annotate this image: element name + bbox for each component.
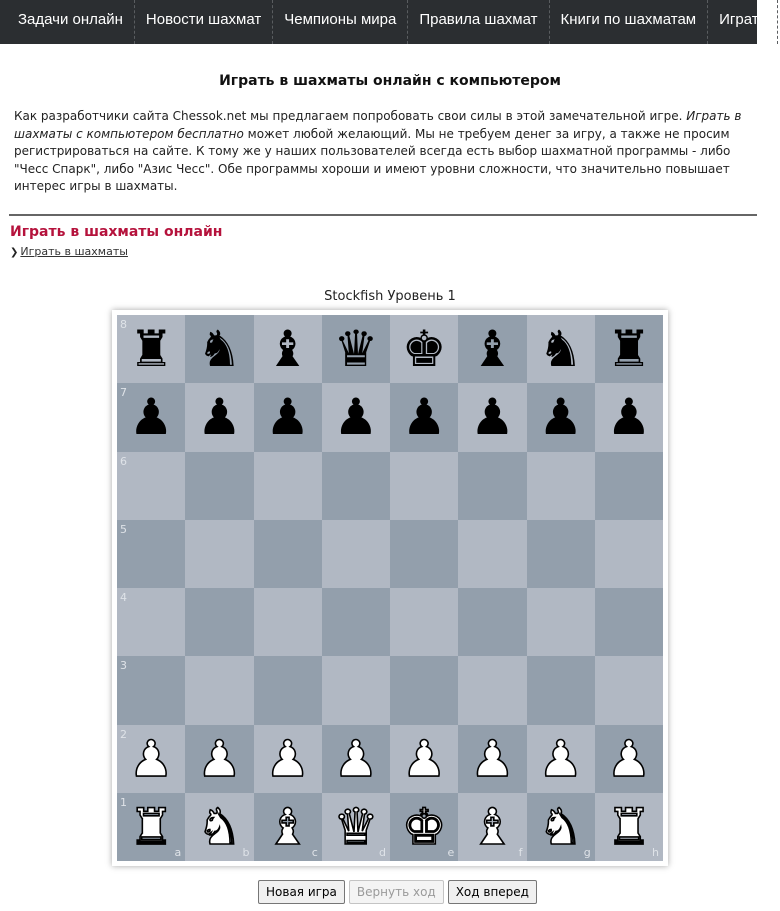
white-bishop-icon[interactable]: ♝	[469, 797, 515, 856]
square-c5[interactable]	[254, 520, 322, 588]
square-c3[interactable]	[254, 656, 322, 724]
square-h4[interactable]	[595, 588, 663, 656]
square-h3[interactable]	[595, 656, 663, 724]
file-label: b	[242, 846, 250, 859]
square-a8[interactable]	[117, 315, 185, 383]
black-pawn-icon[interactable]: ♟	[128, 388, 174, 447]
undo-move-button[interactable]: Вернуть ход	[349, 880, 444, 904]
file-label: h	[652, 846, 659, 859]
black-knight-icon[interactable]: ♞	[196, 320, 242, 378]
square-e4[interactable]	[390, 588, 458, 656]
white-knight-icon[interactable]: ♞	[538, 797, 584, 856]
square-h5[interactable]	[595, 520, 663, 588]
square-c1[interactable]	[254, 793, 322, 861]
square-d6[interactable]	[322, 452, 390, 520]
square-a5[interactable]	[117, 520, 185, 588]
square-f2[interactable]	[458, 725, 526, 793]
square-g1[interactable]	[527, 793, 595, 861]
square-e2[interactable]	[390, 725, 458, 793]
engine-label: Stockfish Уровень 1	[324, 289, 456, 304]
black-knight-icon[interactable]: ♞	[538, 320, 584, 378]
white-pawn-icon[interactable]: ♟	[196, 729, 242, 788]
square-f1[interactable]	[458, 793, 526, 861]
square-a3[interactable]	[117, 656, 185, 724]
square-c8[interactable]	[254, 315, 322, 383]
nav-item-news[interactable]: Новости шахмат	[135, 0, 273, 44]
square-d3[interactable]	[322, 656, 390, 724]
square-h1[interactable]	[595, 793, 663, 861]
section-title: Играть в шахматы онлайн	[10, 224, 223, 240]
square-d7[interactable]	[322, 383, 390, 451]
file-label: e	[447, 846, 455, 859]
white-pawn-icon[interactable]: ♟	[469, 729, 515, 788]
white-queen-icon[interactable]: ♛	[333, 797, 379, 856]
top-navigation	[0, 0, 767, 44]
rank-label: 2	[120, 727, 127, 741]
chessboard[interactable]	[117, 315, 663, 861]
square-g6[interactable]	[527, 452, 595, 520]
square-b3[interactable]	[185, 656, 253, 724]
black-bishop-icon[interactable]: ♝	[265, 320, 311, 378]
white-pawn-icon[interactable]: ♟	[401, 729, 447, 788]
square-g4[interactable]	[527, 588, 595, 656]
rank-label: 8	[120, 318, 127, 331]
rank-label: 3	[120, 659, 127, 673]
black-queen-icon[interactable]: ♛	[333, 320, 379, 378]
square-b8[interactable]	[185, 315, 253, 383]
square-d1[interactable]	[322, 793, 390, 861]
square-b4[interactable]	[185, 588, 253, 656]
rank-label: 4	[120, 591, 127, 604]
square-f4[interactable]	[458, 588, 526, 656]
square-d5[interactable]	[322, 520, 390, 588]
square-c7[interactable]	[254, 383, 322, 451]
square-b1[interactable]	[185, 793, 253, 861]
game-controls	[258, 880, 537, 904]
nav-item-books[interactable]: Книги по шахматам	[550, 0, 709, 44]
file-label: a	[174, 846, 182, 859]
square-a2[interactable]	[117, 725, 185, 793]
white-pawn-icon[interactable]: ♟	[606, 729, 652, 788]
square-g2[interactable]	[527, 725, 595, 793]
black-pawn-icon[interactable]: ♟	[401, 388, 447, 447]
square-e5[interactable]	[390, 520, 458, 588]
square-c4[interactable]	[254, 588, 322, 656]
square-h2[interactable]	[595, 725, 663, 793]
black-pawn-icon[interactable]: ♟	[333, 388, 379, 447]
section-link-row	[10, 245, 128, 258]
square-e7[interactable]	[390, 383, 458, 451]
nav-item-rules[interactable]: Правила шахмат	[408, 0, 549, 44]
square-a7[interactable]	[117, 383, 185, 451]
new-game-button[interactable]: Новая игра	[258, 880, 345, 904]
square-f5[interactable]	[458, 520, 526, 588]
square-c2[interactable]	[254, 725, 322, 793]
square-h6[interactable]	[595, 452, 663, 520]
white-pawn-icon[interactable]: ♟	[333, 729, 379, 788]
square-g5[interactable]	[527, 520, 595, 588]
play-chess-link[interactable]: Играть в шахматы	[20, 245, 128, 258]
nav-item-puzzles[interactable]: Задачи онлайн	[0, 0, 135, 44]
square-b5[interactable]	[185, 520, 253, 588]
page-title: Играть в шахматы онлайн с компьютером	[219, 73, 561, 89]
file-label: c	[311, 846, 318, 859]
white-pawn-icon[interactable]: ♟	[265, 729, 311, 788]
square-e8[interactable]	[390, 315, 458, 383]
square-f7[interactable]	[458, 383, 526, 451]
rank-label: 6	[120, 454, 127, 468]
black-pawn-icon[interactable]: ♟	[469, 388, 515, 447]
square-g8[interactable]	[527, 315, 595, 383]
square-d2[interactable]	[322, 725, 390, 793]
square-d8[interactable]	[322, 315, 390, 383]
square-g3[interactable]	[527, 656, 595, 724]
square-c6[interactable]	[254, 452, 322, 520]
square-a4[interactable]	[117, 588, 185, 656]
black-rook-icon[interactable]: ♜	[128, 320, 174, 378]
square-e6[interactable]	[390, 452, 458, 520]
white-pawn-icon[interactable]: ♟	[538, 729, 584, 788]
intro-part1: Как разработчики сайта Chessok.net мы предлагаем попробовать свои силы в этой замечательной игре.	[14, 109, 687, 123]
black-bishop-icon[interactable]: ♝	[469, 320, 515, 378]
square-d4[interactable]	[322, 588, 390, 656]
intro-italic: Играть в шахматы с компьютером бесплатно	[14, 109, 742, 141]
square-g7[interactable]	[527, 383, 595, 451]
square-f6[interactable]	[458, 452, 526, 520]
square-f8[interactable]	[458, 315, 526, 383]
white-rook-icon[interactable]: ♜	[606, 797, 652, 856]
file-label: g	[583, 846, 591, 859]
square-h8[interactable]	[595, 315, 663, 383]
square-b6[interactable]	[185, 452, 253, 520]
black-pawn-icon[interactable]: ♟	[538, 388, 584, 447]
square-h7[interactable]	[595, 383, 663, 451]
white-king-icon[interactable]: ♚	[401, 797, 447, 856]
black-king-icon[interactable]: ♚	[401, 320, 447, 378]
file-label: f	[518, 846, 523, 859]
square-a1[interactable]	[117, 793, 185, 861]
white-pawn-icon[interactable]: ♟	[128, 729, 174, 788]
square-b2[interactable]	[185, 725, 253, 793]
intro-text	[14, 108, 756, 196]
nav-item-play[interactable]: Играть	[708, 0, 778, 44]
rank-label: 1	[120, 795, 127, 809]
square-a6[interactable]	[117, 452, 185, 520]
divider	[9, 214, 757, 216]
square-f3[interactable]	[458, 656, 526, 724]
white-rook-icon[interactable]: ♜	[128, 797, 174, 856]
white-knight-icon[interactable]: ♞	[196, 797, 242, 856]
black-pawn-icon[interactable]: ♟	[606, 388, 652, 447]
square-b7[interactable]	[185, 383, 253, 451]
nav-item-champions[interactable]: Чемпионы мира	[273, 0, 408, 44]
black-pawn-icon[interactable]: ♟	[265, 388, 311, 447]
rank-label: 5	[120, 522, 127, 536]
square-e1[interactable]	[390, 793, 458, 861]
chevron-right-icon: ❯	[10, 247, 19, 258]
square-e3[interactable]	[390, 656, 458, 724]
rank-label: 7	[120, 386, 127, 400]
chessboard-frame	[112, 310, 668, 866]
intro-part2: может любой желающий. Мы не требуем денег за игру, а также не просим регистрироваться на сайте. К тому же у наших пользователей всегда есть выбор шахматной программы - либо "Чесс Спарк", либо "Азис Чесс". Обе программы хороши и имеют уровни сложности, что значительно повышает интерес игры в шахматы.	[14, 126, 731, 193]
file-label: d	[379, 846, 386, 859]
black-pawn-icon[interactable]: ♟	[196, 388, 242, 447]
black-rook-icon[interactable]: ♜	[606, 320, 652, 378]
white-bishop-icon[interactable]: ♝	[265, 797, 311, 856]
forward-move-button[interactable]: Ход вперед	[448, 880, 537, 904]
